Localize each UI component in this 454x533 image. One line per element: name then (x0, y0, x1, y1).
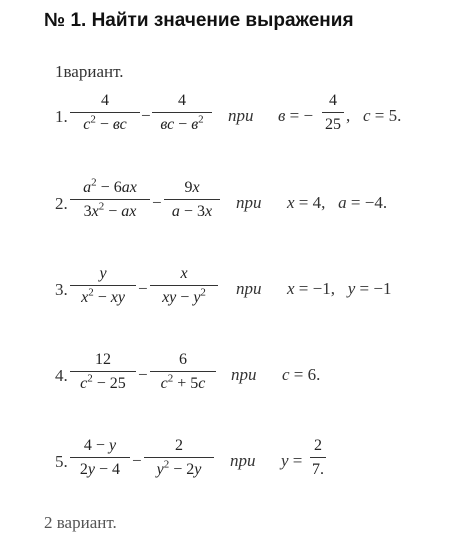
fraction-1 (70, 265, 136, 307)
problem-number: 5. (55, 452, 68, 471)
condition: y = (281, 451, 303, 470)
denominator: $3x^2$ − ax (83, 200, 137, 220)
fraction-bar (144, 457, 214, 458)
fraction-2 (164, 179, 220, 221)
fraction-2 (150, 265, 218, 307)
condition-fraction: 4 25 (322, 92, 344, 134)
numerator: 4 (178, 92, 186, 109)
condition-word: при (230, 451, 256, 470)
denominator: $c^2 + 5c$ (160, 372, 206, 392)
fraction-bar (70, 457, 130, 458)
fraction-2 (152, 92, 212, 134)
denominator: $y^2 - 2y$ (156, 458, 202, 478)
numerator: 12 (95, 351, 111, 368)
fraction-bar (150, 285, 218, 286)
problem-number: 2. (55, 194, 68, 213)
fraction-2 (144, 437, 214, 479)
denominator: 2y − 4 (79, 461, 121, 478)
condition: в = − (278, 106, 314, 125)
fraction-bar (70, 285, 136, 286)
condition-rest: , c = 5. (346, 106, 402, 125)
fraction-bar (70, 199, 150, 200)
condition-word: при (236, 279, 262, 298)
minus-sign: − (138, 365, 148, 384)
denominator: вс − $в^2$ (160, 113, 204, 133)
denominator: a − 3x (171, 203, 213, 220)
fraction-1 (70, 437, 130, 479)
condition-word: при (236, 193, 262, 212)
denominator: xy − $y^2$ (162, 286, 206, 306)
fraction-2 (150, 351, 216, 393)
problem-number: 3. (55, 280, 68, 299)
problem-number: 1. (55, 107, 68, 126)
numerator: 2 (175, 437, 183, 454)
denominator: $c^2 - 25$ (80, 372, 126, 392)
numerator: 9x (184, 179, 200, 196)
condition: x = −1, y = −1 (287, 279, 392, 298)
next-variant-cut-off: 2 вариант. (44, 513, 117, 532)
minus-sign: − (138, 279, 148, 298)
minus-sign: − (152, 193, 162, 212)
condition: x = 4, a = −4. (287, 193, 388, 212)
fraction-1 (70, 351, 136, 393)
fraction-1 (70, 176, 150, 221)
condition-word: при (228, 106, 254, 125)
numerator: 4 − y (83, 437, 117, 454)
fraction-bar (70, 112, 140, 113)
numerator: x (180, 265, 188, 282)
minus-sign: − (141, 106, 151, 125)
denominator: $x^2$ − xy (81, 286, 125, 306)
condition: c = 6. (282, 365, 321, 384)
fraction-1 (70, 92, 140, 134)
denominator: $c^2$ − вс (83, 113, 127, 133)
fraction-bar (70, 371, 136, 372)
numerator: 4 (101, 92, 109, 109)
fraction-bar (150, 371, 216, 372)
problem-number: 4. (55, 366, 68, 385)
fraction-bar (164, 199, 220, 200)
condition-word: при (231, 365, 257, 384)
minus-sign: − (132, 451, 142, 470)
page-heading: № 1. Найти значение выражения (44, 10, 354, 31)
condition-fraction: 2 7. (312, 437, 324, 478)
variant-title: 1вариант. (55, 62, 124, 81)
numerator: $a^2 - 6ax$ (83, 176, 137, 196)
numerator: y (99, 265, 107, 282)
numerator: 6 (179, 351, 187, 368)
